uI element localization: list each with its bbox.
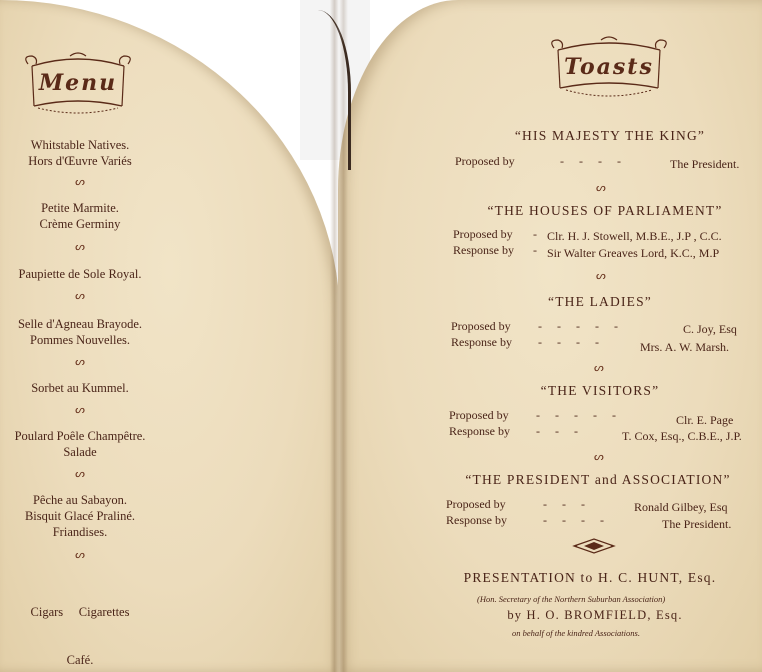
presentation-title: PRESENTATION to H. C. HUNT, Esq. <box>463 570 717 585</box>
flourish-icon: ᔕ <box>596 270 606 282</box>
presentation-subtitle: (Hon. Secretary of the Northern Suburban Association) <box>477 594 666 604</box>
course: Paupiette de Sole Royal. <box>18 267 142 281</box>
toast-dashes: - - - <box>536 424 578 438</box>
toast-name: Clr. H. J. Stowell, M.B.E., J.P , C.C. <box>547 229 722 243</box>
toast-role: Proposed by <box>446 497 506 511</box>
flourish-icon: ᔕ <box>75 549 85 561</box>
toast-name: Sir Walter Greaves Lord, K.C., M.P <box>547 246 720 260</box>
course: Poulard Poêle Champêtre. Salade <box>14 429 146 459</box>
toast-role: Response by <box>451 335 512 349</box>
presentation-by: by H. O. BROMFIELD, Esq. <box>507 608 683 622</box>
toast-dashes: - - - - - <box>538 319 618 333</box>
toast-name: The President. <box>670 157 740 171</box>
diamond-ornament-icon <box>572 538 616 554</box>
toast-role: Response by <box>446 513 507 527</box>
toast-dashes: - <box>533 227 537 241</box>
toast-role: Proposed by <box>449 408 509 422</box>
toast-dashes: - - - - <box>560 154 621 168</box>
course: Pêche au Sabayon. Bisquit Glacé Praliné. Friandises. <box>24 493 136 539</box>
toast-dashes: - - - - <box>543 513 604 527</box>
menu-heading: Menu <box>38 70 118 96</box>
toast-role: Response by <box>449 424 510 438</box>
toast-title: “THE PRESIDENT and ASSOCIATION” <box>465 472 731 487</box>
flourish-icon: ᔕ <box>594 362 604 374</box>
toast-name: Mrs. A. W. Marsh. <box>640 340 730 354</box>
menu-banner <box>22 48 134 122</box>
course: Sorbet au Kummel. <box>31 381 129 395</box>
toast-role: Proposed by <box>453 227 513 241</box>
presentation-note: on behalf of the kindred Associations. <box>512 628 640 638</box>
toast-title: “HIS MAJESTY THE KING” <box>514 128 706 143</box>
course: Petite Marmite. Crème Germiny <box>39 201 121 231</box>
flourish-icon: ᔕ <box>596 182 606 194</box>
toast-role: Proposed by <box>451 319 511 333</box>
flourish-icon: ᔕ <box>75 468 85 480</box>
course: Cigars Cigarettes Café. <box>30 605 130 667</box>
toast-title: “THE HOUSES OF PARLIAMENT” <box>487 203 723 218</box>
gutter <box>330 0 348 672</box>
menu-list <box>0 137 160 672</box>
toast-dashes: - - - - <box>538 335 599 349</box>
menu-page <box>0 0 340 672</box>
course: Whitstable Natives. Hors d'Œuvre Variés <box>28 138 132 168</box>
toast-role: Response by <box>453 243 514 257</box>
toasts-banner <box>548 32 670 106</box>
toast-role: Proposed by <box>455 154 515 168</box>
flourish-icon: ᔕ <box>75 290 85 302</box>
toasts-heading: Toasts <box>564 54 654 80</box>
toast-dashes: - - - <box>543 497 585 511</box>
toast-name: The President. <box>662 517 732 531</box>
toast-dashes: - <box>533 243 537 257</box>
toast-name: Ronald Gilbey, Esq <box>634 500 728 514</box>
course: Selle d'Agneau Brayode. Pommes Nouvelles. <box>17 317 143 347</box>
flourish-icon: ᔕ <box>594 451 604 463</box>
toast-name: C. Joy, Esq <box>683 322 737 336</box>
flourish-icon: ᔕ <box>75 241 85 253</box>
flourish-icon: ᔕ <box>75 176 85 188</box>
toast-name: Clr. E. Page <box>676 413 734 427</box>
toast-title: “THE LADIES” <box>548 294 652 309</box>
flourish-icon: ᔕ <box>75 356 85 368</box>
toast-title: “THE VISITORS” <box>540 383 660 398</box>
toast-name: T. Cox, Esq., C.B.E., J.P. <box>622 429 742 443</box>
flourish-icon: ᔕ <box>75 404 85 416</box>
toast-dashes: - - - - - <box>536 408 616 422</box>
